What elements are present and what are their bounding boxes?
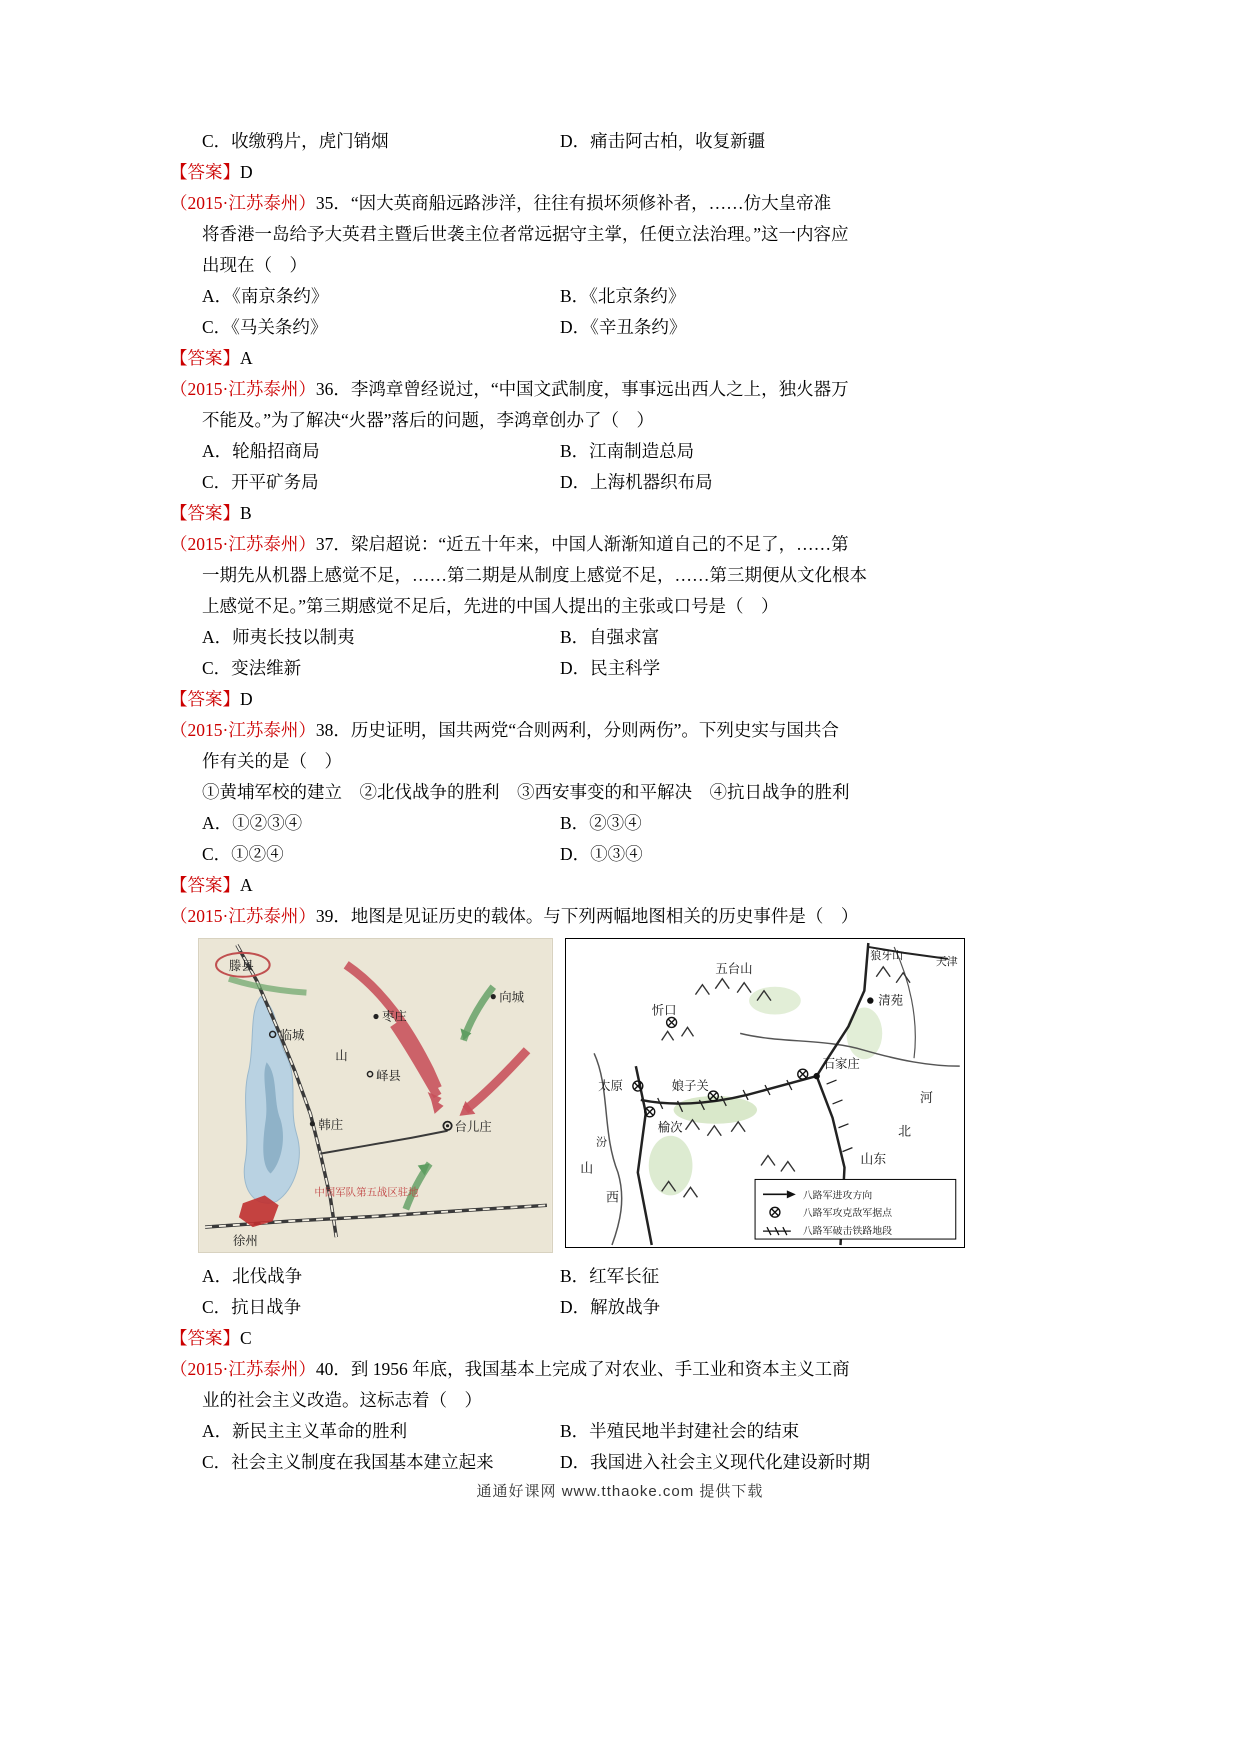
answer-label: 【答案】 [170,689,240,709]
options-37-cd [170,653,1080,684]
label-fen-river: 汾 [596,1136,608,1149]
question-38-line1 [170,715,1080,746]
document-content [170,126,1080,1478]
question-35-line1 [170,188,1080,219]
label-taiyuan: 太原 [598,1079,623,1094]
option-34-D: D．痛击阿古柏，收复新疆 [560,131,766,151]
options-36-ab [170,436,1080,467]
label-yixian: 峄县 [375,1069,401,1084]
option-40-C: C．社会主义制度在我国基本建立起来 [202,1452,494,1472]
answer-37-value: D [240,689,253,709]
label-hebei-he: 河 [919,1089,933,1105]
option-39-A: A．北伐战争 [202,1266,303,1286]
question-37-line1 [170,529,1080,560]
question-40-line2: 业的社会主义改造。这标志着（ ） [202,1390,482,1410]
label-yuci: 榆次 [657,1120,683,1135]
answer-label: 【答案】 [170,348,240,368]
map-legend [755,1179,956,1239]
legend-railway-sabotage: 八路军破击铁路地段 [802,1226,893,1238]
question-38-text1: 38．历史证明，国共两党“合则两利，分则两伤”。下列史实与国共合 [315,720,839,740]
label-qingyuan: 清苑 [878,993,904,1008]
option-38-C: C．①②④ [202,844,284,864]
label-hebei-bei: 北 [898,1123,912,1139]
options-34-cd [170,126,1080,157]
answer-39 [170,1323,1080,1354]
answer-35-value: A [240,348,253,368]
options-37-ab [170,622,1080,653]
label-xiangcheng: 向城 [499,990,525,1005]
options-39-cd [170,1292,1080,1323]
answer-34-value: D [240,162,253,182]
label-tianjin: 天津 [935,955,958,968]
option-37-C: C．变法维新 [202,658,302,678]
question-39-maps [170,938,1080,1253]
question-36-line2: 不能及。”为了解决“火器”落后的问题，李鸿章创办了（ ） [202,410,655,430]
option-38-A: A．①②③④ [202,813,303,833]
answer-39-value: C [240,1328,252,1348]
option-36-C: C．开平矿务局 [202,472,319,492]
answer-37 [170,684,1080,715]
question-40-line1 [170,1354,1080,1385]
source-tag-40: （2015·江苏泰州） [170,1359,316,1379]
option-39-B: B．红军长征 [560,1266,660,1286]
question-40-text1: 40．到 1956 年底，我国基本上完成了对农业、手工业和资本主义工商 [315,1359,850,1379]
option-39-C: C．抗日战争 [202,1297,302,1317]
option-36-B: B．江南制造总局 [560,441,695,461]
option-36-D: D．上海机器织布局 [560,472,713,492]
options-38-cd [170,839,1080,870]
source-tag-36: （2015·江苏泰州） [170,379,316,399]
question-35-line3: 出现在（ ） [202,255,307,275]
label-tengxian: 滕县 [228,958,254,973]
label-shanxi-xi: 西 [606,1189,619,1205]
option-35-D: D．《辛丑条约》 [560,317,687,337]
answer-35 [170,343,1080,374]
label-zaozhuang: 枣庄 [381,1009,407,1024]
source-tag-35: （2015·江苏泰州） [170,193,316,213]
answer-label: 【答案】 [170,162,240,182]
question-35-line2: 将香港一岛给予大英君主暨后世袭主位者常远据守主掌，任便立法治理。”这一内容应 [202,224,849,244]
option-37-A: A．师夷长技以制夷 [202,627,355,647]
option-40-A: A．新民主主义革命的胜利 [202,1421,408,1441]
label-xuzhou: 徐州 [232,1234,258,1249]
left-map-note: 中国军队第五战区驻地 [314,1187,419,1199]
label-taierzhuang: 台儿庄 [454,1119,492,1134]
label-shanxi-shan: 山 [580,1160,594,1176]
label-langyashan: 狼牙山 [870,949,904,962]
page-footer: 通通好课网 www.tthaoke.com 提供下载 [476,1483,764,1500]
question-39-text1: 39．地图是见证历史的载体。与下列两幅地图相关的历史事件是（ ） [315,906,859,926]
option-36-A: A．轮船招商局 [202,441,320,461]
source-tag-37: （2015·江苏泰州） [170,534,316,554]
question-37-line2: 一期先从机器上感觉不足，……第二期是从制度上感觉不足，……第三期便从文化根本 [202,565,867,585]
option-38-D: D．①③④ [560,844,643,864]
answer-34 [170,157,1080,188]
option-37-D: D．民主科学 [560,658,661,678]
answer-38-value: A [240,875,253,895]
label-shan: 山 [335,1049,348,1064]
legend-attack-direction: 八路军进攻方向 [802,1190,873,1202]
label-shijiazhuang: 石家庄 [822,1057,860,1072]
answer-36-value: B [240,503,252,523]
label-shandong: 山东 [860,1151,887,1167]
label-lincheng: 临城 [279,1028,305,1043]
source-tag-39: （2015·江苏泰州） [170,906,316,926]
question-36-line1 [170,374,1080,405]
label-niangziguan: 娘子关 [671,1079,709,1094]
taierzhuang-battle-map [198,938,553,1253]
question-35-text1: 35．“因大英商船远路涉洋，往往有损坏须修补者，……仿大皇帝准 [315,193,832,213]
option-40-D: D．我国进入社会主义现代化建设新时期 [560,1452,871,1472]
option-38-B: B．②③④ [560,813,642,833]
option-40-B: B．半殖民地半封建社会的结束 [560,1421,800,1441]
question-37-line3: 上感觉不足。”第三期感觉不足后，先进的中国人提出的主张或口号是（ ） [202,596,779,616]
answer-label: 【答案】 [170,875,240,895]
options-40-ab [170,1416,1080,1447]
source-tag-38: （2015·江苏泰州） [170,720,316,740]
option-35-B: B．《北京条约》 [560,286,686,306]
answer-36 [170,498,1080,529]
label-hanzhuang: 韩庄 [318,1117,344,1132]
answer-label: 【答案】 [170,1328,240,1348]
option-37-B: B．自强求富 [560,627,660,647]
answer-38 [170,870,1080,901]
question-36-text1: 36．李鸿章曾经说过，“中国文武制度，事事远出西人之上，独火器万 [315,379,849,399]
options-38-ab [170,808,1080,839]
legend-captured-points: 八路军攻克敌军据点 [802,1208,893,1220]
question-38-line2: 作有关的是（ ） [202,751,342,771]
options-39-ab [170,1261,1080,1292]
eighth-route-army-map [565,938,965,1248]
option-34-C: C．收缴鸦片，虎门销烟 [202,131,389,151]
label-xinkou: 忻口 [651,1003,677,1018]
options-35-cd [170,312,1080,343]
options-36-cd [170,467,1080,498]
option-39-D: D．解放战争 [560,1297,661,1317]
options-35-ab [170,281,1080,312]
options-40-cd [170,1447,1080,1478]
question-39-line1 [170,901,1080,932]
answer-label: 【答案】 [170,503,240,523]
label-wutaishan: 五台山 [715,961,753,976]
option-35-C: C．《马关条约》 [202,317,328,337]
question-38-items: ①黄埔军校的建立 ②北伐战争的胜利 ③西安事变的和平解决 ④抗日战争的胜利 [202,782,850,802]
option-35-A: A．《南京条约》 [202,286,329,306]
question-37-text1: 37．梁启超说：“近五十年来，中国人渐渐知道自己的不足了，……第 [315,534,849,554]
